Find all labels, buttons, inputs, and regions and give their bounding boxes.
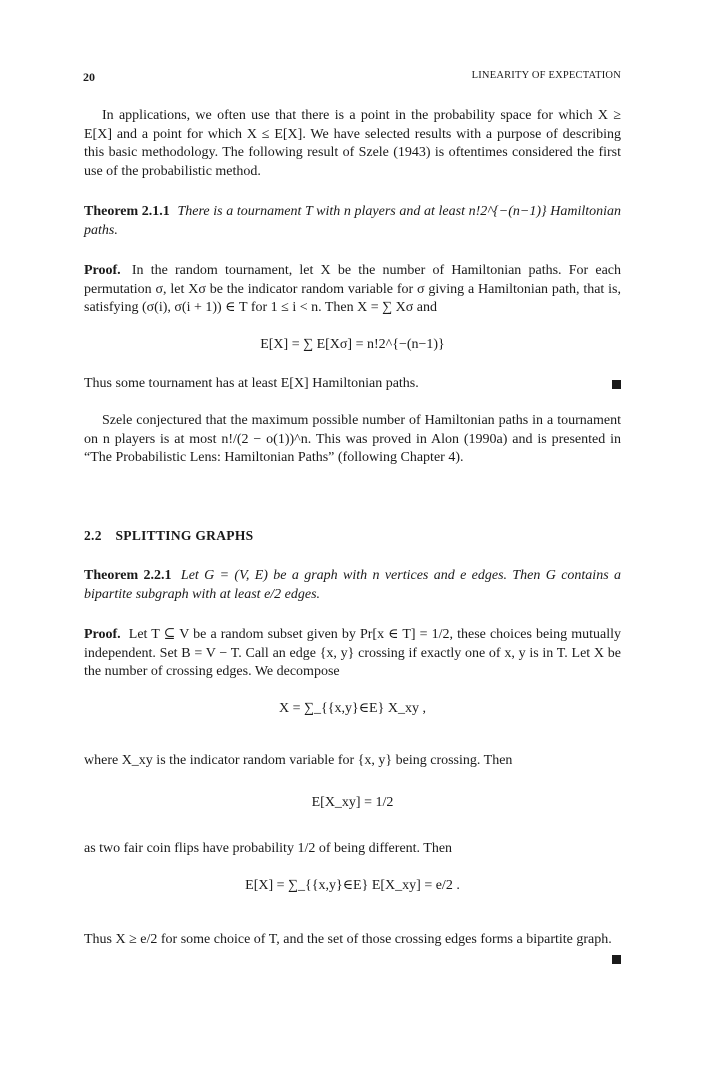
proof-text: Let T ⊆ V be a random subset given by Pr[x ∈ T] = 1/2, these choices being mutually independent. Set B = V − T. Call an edge {x, y} crossing if exactly one of x, y is in T. Let X be the number of crossing edges. We decompose <box>84 627 621 680</box>
proof-2-text-2 <box>84 752 621 771</box>
szele-paragraph <box>84 412 621 468</box>
szele-text: Szele conjectured that the maximum possible number of Hamiltonian paths in a tournament on n players is at most n!/(2 − o(1))^n. This was proved in Alon (1990a) and is presented in “The Probabilistic Lens: Hamiltonian Paths” (following Chapter 4). <box>84 413 621 466</box>
qed-square <box>612 955 621 964</box>
qed-square <box>612 380 621 389</box>
proof-conclusion-text: Thus X ≥ e/2 for some choice of T, and the set of those crossing edges forms a bipartite graph. <box>84 932 612 947</box>
proof-2 <box>84 626 621 682</box>
coin-flip-text: as two fair coin flips have probability 1/2 of being different. Then <box>84 841 453 856</box>
theorem-statement: Let G = (V, E) be a graph with n vertices and e edges. Then G contains a bipartite subgraph with at least e/2 edges. <box>84 568 621 602</box>
theorem-2-2-1 <box>84 567 621 604</box>
equation-indicator-expectation: E[X_xy] = 1/2 <box>311 795 394 810</box>
proof-1 <box>84 262 621 318</box>
running-header <box>83 70 621 86</box>
intro-paragraph <box>84 107 621 181</box>
theorem-label: Theorem 2.1.1 <box>84 204 170 219</box>
theorem-statement: There is a tournament T with n players and at least n!2^{−(n−1)} Hamiltonian paths. <box>84 204 621 238</box>
proof-conclusion-text: Thus some tournament has at least E[X] Hamiltonian paths. <box>84 376 419 391</box>
section-number: 2.2 <box>84 528 102 543</box>
proof-1-conclusion <box>84 375 621 394</box>
proof-text: In the random tournament, let X be the number of Hamiltonian paths. For each permutation σ, let Xσ be the indicator random variable for σ giving a Hamiltonian path, that is, satisfying (σ(i), σ(i + 1)) ∈ T for 1 ≤ i < n. Then X = ∑ Xσ and <box>84 263 621 316</box>
theorem-label: Theorem 2.2.1 <box>84 568 172 583</box>
running-title: LINEARITY OF EXPECTATION <box>471 70 621 81</box>
proof-2-conclusion <box>84 931 621 950</box>
proof-2-text-3 <box>84 840 621 859</box>
page-number: 20 <box>83 70 95 84</box>
indicator-text: where X_xy is the indicator random variable for {x, y} being crossing. Then <box>84 753 513 768</box>
proof-label: Proof. <box>84 627 121 642</box>
proof-label: Proof. <box>84 263 121 278</box>
intro-text: In applications, we often use that there is a point in the probability space for which X ≥ E[X] and a point for which X ≤ E[X]. We have selected results with a purpose of describing this basic methodology. The following result of Szele (1943) is oftentimes considered the first use of the probabilistic method. <box>84 108 621 179</box>
equation-decomposition: X = ∑_{{x,y}∈E} X_xy , <box>279 701 426 716</box>
section-heading <box>84 528 253 544</box>
theorem-2-1-1 <box>84 203 621 240</box>
equation-expected-crossing: E[X] = ∑_{{x,y}∈E} E[X_xy] = e/2 . <box>245 878 460 893</box>
section-title: SPLITTING GRAPHS <box>115 528 254 543</box>
equation-expected-paths: E[X] = ∑ E[Xσ] = n!2^{−(n−1)} <box>260 337 445 352</box>
